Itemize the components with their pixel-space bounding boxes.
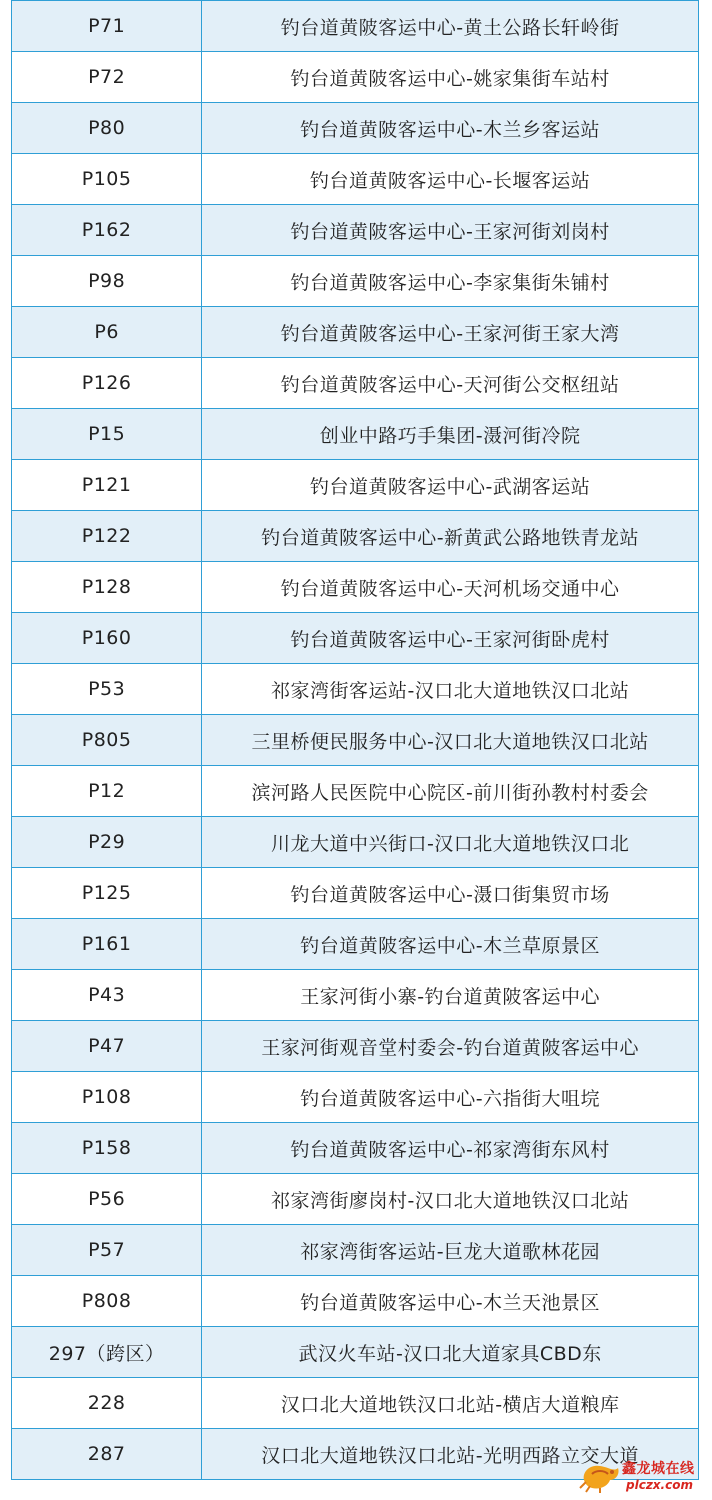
- route-number: 287: [12, 1429, 202, 1480]
- watermark-url: plczx.com: [626, 1478, 693, 1492]
- route-number: P160: [12, 613, 202, 664]
- site-watermark: [578, 1456, 708, 1496]
- table-row: [12, 664, 699, 715]
- route-stops: 钓台道黄陂客运中心-天河机场交通中心: [202, 562, 699, 613]
- table-row: [12, 868, 699, 919]
- table-row: [12, 1174, 699, 1225]
- table-row: [12, 256, 699, 307]
- table-row: [12, 103, 699, 154]
- route-number: P121: [12, 460, 202, 511]
- bus-route-table: [11, 0, 699, 1480]
- route-table-body: [12, 1, 699, 1480]
- table-row: [12, 358, 699, 409]
- route-number: P162: [12, 205, 202, 256]
- route-stops: 祁家湾街客运站-巨龙大道歌林花园: [202, 1225, 699, 1276]
- route-stops: 祁家湾街客运站-汉口北大道地铁汉口北站: [202, 664, 699, 715]
- route-number: P161: [12, 919, 202, 970]
- table-row: [12, 766, 699, 817]
- route-stops: 钓台道黄陂客运中心-长堰客运站: [202, 154, 699, 205]
- route-stops: 武汉火车站-汉口北大道家具CBD东: [202, 1327, 699, 1378]
- table-row: [12, 562, 699, 613]
- route-stops: 王家河街小寨-钓台道黄陂客运中心: [202, 970, 699, 1021]
- route-stops: 钓台道黄陂客运中心-武湖客运站: [202, 460, 699, 511]
- route-stops: 钓台道黄陂客运中心-祁家湾街东风村: [202, 1123, 699, 1174]
- route-number: P125: [12, 868, 202, 919]
- route-number: P12: [12, 766, 202, 817]
- table-row: [12, 1, 699, 52]
- route-number: P108: [12, 1072, 202, 1123]
- route-number: P56: [12, 1174, 202, 1225]
- route-number: P6: [12, 307, 202, 358]
- route-number: P805: [12, 715, 202, 766]
- route-number: P98: [12, 256, 202, 307]
- table-row: [12, 1021, 699, 1072]
- table-row: [12, 511, 699, 562]
- route-stops: 汉口北大道地铁汉口北站-横店大道粮库: [202, 1378, 699, 1429]
- table-row: [12, 1123, 699, 1174]
- route-number: P808: [12, 1276, 202, 1327]
- route-number: P71: [12, 1, 202, 52]
- table-row: [12, 307, 699, 358]
- route-stops: 三里桥便民服务中心-汉口北大道地铁汉口北站: [202, 715, 699, 766]
- route-number: 228: [12, 1378, 202, 1429]
- table-row: [12, 715, 699, 766]
- route-stops: 钓台道黄陂客运中心-天河街公交枢纽站: [202, 358, 699, 409]
- route-number: P29: [12, 817, 202, 868]
- table-row: [12, 205, 699, 256]
- route-number: P105: [12, 154, 202, 205]
- route-stops: 祁家湾街廖岗村-汉口北大道地铁汉口北站: [202, 1174, 699, 1225]
- table-row: [12, 817, 699, 868]
- route-number: P128: [12, 562, 202, 613]
- route-number: P158: [12, 1123, 202, 1174]
- table-row: [12, 52, 699, 103]
- route-number: P126: [12, 358, 202, 409]
- route-stops: 钓台道黄陂客运中心-黄土公路长轩岭街: [202, 1, 699, 52]
- table-row: [12, 1072, 699, 1123]
- route-number: P53: [12, 664, 202, 715]
- route-stops: 钓台道黄陂客运中心-滠口街集贸市场: [202, 868, 699, 919]
- table-row: [12, 970, 699, 1021]
- table-row: [12, 1225, 699, 1276]
- route-stops: 钓台道黄陂客运中心-王家河街刘岗村: [202, 205, 699, 256]
- route-number: P72: [12, 52, 202, 103]
- watermark-text: 鑫龙城在线: [622, 1461, 695, 1477]
- table-row: [12, 1378, 699, 1429]
- route-number: P122: [12, 511, 202, 562]
- route-stops: 钓台道黄陂客运中心-李家集街朱铺村: [202, 256, 699, 307]
- route-number: P15: [12, 409, 202, 460]
- route-stops: 钓台道黄陂客运中心-王家河街王家大湾: [202, 307, 699, 358]
- route-stops: 钓台道黄陂客运中心-木兰乡客运站: [202, 103, 699, 154]
- route-stops: 王家河街观音堂村委会-钓台道黄陂客运中心: [202, 1021, 699, 1072]
- route-stops: 钓台道黄陂客运中心-六指街大咀垸: [202, 1072, 699, 1123]
- route-stops: 创业中路巧手集团-滠河街冷院: [202, 409, 699, 460]
- table-row: [12, 1327, 699, 1378]
- table-row: [12, 1276, 699, 1327]
- dragon-logo-icon: [578, 1458, 624, 1494]
- route-stops: 川龙大道中兴街口-汉口北大道地铁汉口北: [202, 817, 699, 868]
- table-row: [12, 919, 699, 970]
- table-row: [12, 613, 699, 664]
- route-number: P43: [12, 970, 202, 1021]
- route-stops: 钓台道黄陂客运中心-王家河街卧虎村: [202, 613, 699, 664]
- table-row: [12, 409, 699, 460]
- route-stops: 汉口北大道地铁汉口北站-光明西路立交大道: [202, 1429, 699, 1480]
- route-stops: 钓台道黄陂客运中心-木兰草原景区: [202, 919, 699, 970]
- table-row: [12, 154, 699, 205]
- route-number: P47: [12, 1021, 202, 1072]
- route-number: 297（跨区）: [12, 1327, 202, 1378]
- table-row: [12, 460, 699, 511]
- route-stops: 钓台道黄陂客运中心-姚家集街车站村: [202, 52, 699, 103]
- route-stops: 滨河路人民医院中心院区-前川街孙教村村委会: [202, 766, 699, 817]
- route-number: P80: [12, 103, 202, 154]
- route-stops: 钓台道黄陂客运中心-木兰天池景区: [202, 1276, 699, 1327]
- route-number: P57: [12, 1225, 202, 1276]
- route-stops: 钓台道黄陂客运中心-新黄武公路地铁青龙站: [202, 511, 699, 562]
